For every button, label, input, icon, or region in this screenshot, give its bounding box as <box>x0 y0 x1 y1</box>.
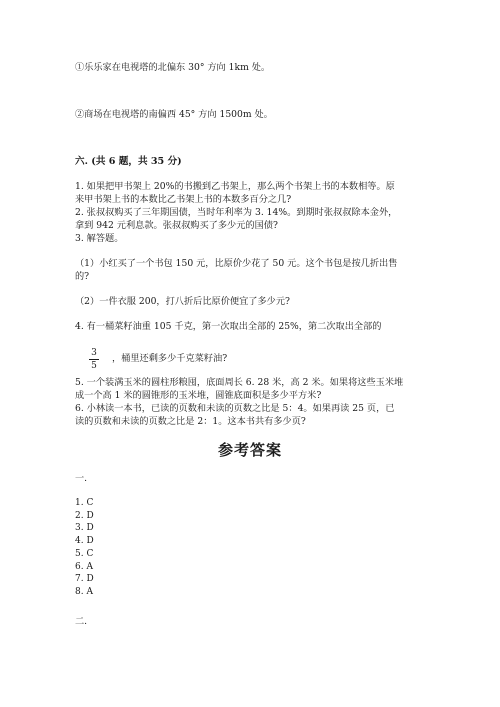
answer-item: 8. A <box>75 586 93 597</box>
question-5-line2: 成一个高 1 米的圆锥形的玉米堆，圆锥底面积是多少平方米? <box>75 390 322 401</box>
fraction-numerator: 3 <box>91 348 97 358</box>
question-1-line1: 1. 如果把甲书架上 20%的书搬到乙书架上，那么两个书架上书的本数相等。原 <box>75 181 395 192</box>
question-5-line1: 5. 一个装满玉米的圆柱形粮囤，底面周长 6. 28 米，高 2 米。如果将这些玉米堆 <box>75 377 404 388</box>
question-2-line1: 2. 张叔叔购买了三年期国债，当时年利率为 3. 14%。到期时张叔叔除本金外， <box>75 207 398 218</box>
item-q1-sub1: ①乐乐家在电视塔的北偏东 30° 方向 1km 处。 <box>75 62 271 73</box>
question-6-line1: 6. 小林读一本书，已读的页数和未读的页数之比是 5：4。如果再读 25 页，已 <box>75 403 395 414</box>
answer-item: 1. C <box>75 498 94 508</box>
question-2-line2: 拿到 942 元利息款。张叔叔购买了多少元的国债? <box>75 220 278 231</box>
question-4-line1: 4. 有一桶菜籽油重 105 千克，第一次取出全部的 25%，第二次取出全部的 <box>75 321 382 332</box>
answer-item: 5. C <box>75 548 94 559</box>
question-1-line2: 来甲书架上书的本数比乙书架上书的本数多百分之几? <box>75 194 292 205</box>
answer-item: 2. D <box>75 510 94 521</box>
question-6-line2: 读的页数和未读的页数之比是 2：1。这本书共有多少页? <box>75 416 306 427</box>
fraction-bar <box>89 359 99 360</box>
answers-part1-heading: 一. <box>75 473 88 484</box>
question-3-sub1-line1: （1）小红买了一个书包 150 元，比原价少花了 50 元。这个书包是按几折出售 <box>75 258 398 269</box>
answers-part2-heading: 二. <box>75 616 88 627</box>
answer-list <box>75 497 94 599</box>
question-3-sub1-line2: 的? <box>75 271 90 282</box>
item-q1-sub2: ②商场在电视塔的南偏西 45° 方向 1500m 处。 <box>75 109 273 120</box>
answer-item: 7. D <box>75 574 94 585</box>
answer-item: 4. D <box>75 536 94 547</box>
fraction-denominator: 5 <box>91 361 97 371</box>
fraction <box>89 348 99 371</box>
question-3: 3. 解答题。 <box>75 233 124 244</box>
question-3-sub2: （2）一件衣服 200，打八折后比原价便宜了多少元? <box>75 296 290 307</box>
answers-title: 参考答案 <box>217 441 282 459</box>
section-heading: 六. (共 6 题，共 35 分) <box>75 156 182 167</box>
answer-item: 6. A <box>75 561 93 572</box>
question-4-line2: ，桶里还剩多少千克菜籽油? <box>112 353 228 364</box>
answer-item: 3. D <box>75 523 94 534</box>
